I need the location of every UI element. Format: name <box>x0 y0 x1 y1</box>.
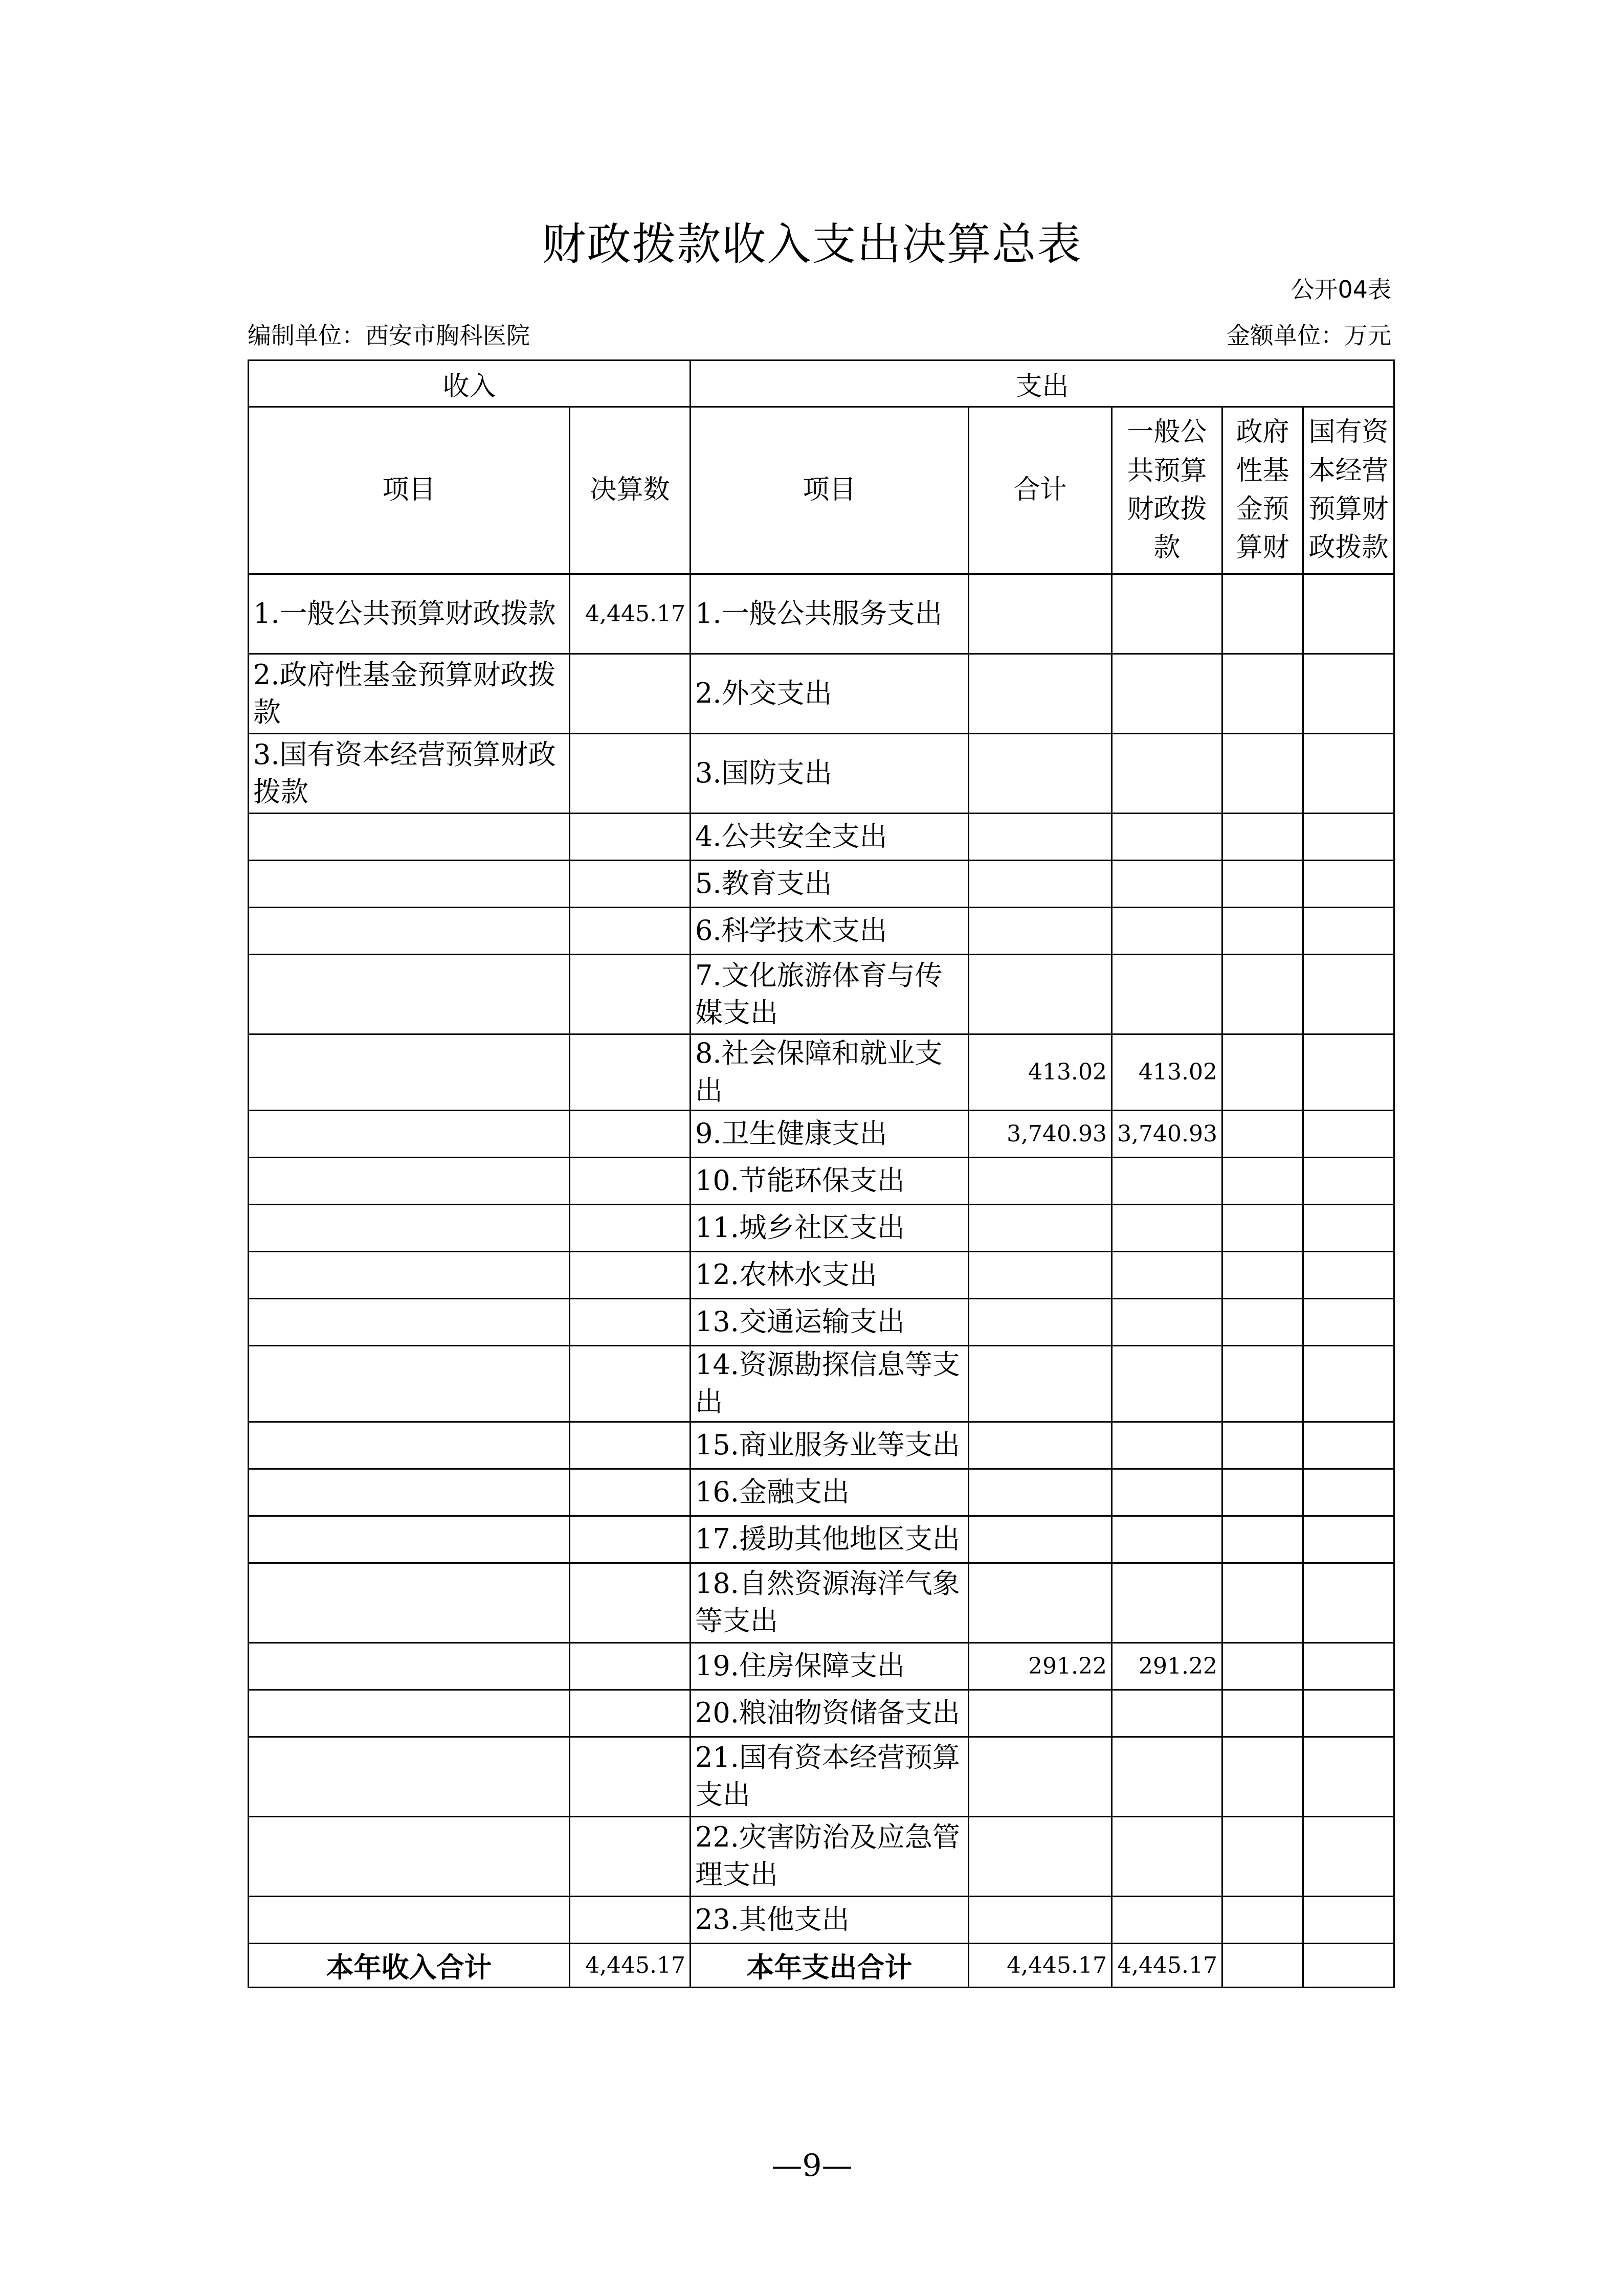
income-item <box>249 1034 570 1111</box>
state-capital-amount <box>1303 1563 1394 1642</box>
expense-item: 13.交通运输支出 <box>691 1298 969 1345</box>
gov-fund-amount <box>1222 1642 1303 1690</box>
expense-item: 11.城乡社区支出 <box>691 1204 969 1251</box>
expense-total <box>969 1816 1112 1896</box>
expense-total <box>969 734 1112 814</box>
gov-fund-amount <box>1222 1110 1303 1157</box>
expense-total-header: 合计 <box>969 407 1112 574</box>
gov-fund-amount <box>1222 1034 1303 1111</box>
gov-fund-amount <box>1222 1422 1303 1469</box>
state-capital-amount <box>1303 1345 1394 1422</box>
expense-total <box>969 861 1112 908</box>
state-capital-amount <box>1303 654 1394 734</box>
expense-item: 6.科学技术支出 <box>691 908 969 955</box>
general-budget-amount <box>1112 1896 1222 1943</box>
general-budget-amount <box>1112 734 1222 814</box>
general-budget-amount <box>1112 1251 1222 1298</box>
income-amount <box>570 1896 691 1943</box>
income-item <box>249 1157 570 1204</box>
state-capital-amount <box>1303 1034 1394 1111</box>
table-row <box>249 1422 1394 1469</box>
income-item: 2.政府性基金预算财政拨款 <box>249 654 570 734</box>
table-row <box>249 734 1394 814</box>
expense-total: 3,740.93 <box>969 1110 1112 1157</box>
organization-label: 编制单位：西安市胸科医院 <box>248 322 530 349</box>
income-total-amount: 4,445.17 <box>570 1943 691 1987</box>
general-budget-amount <box>1112 1563 1222 1642</box>
expense-item: 4.公共安全支出 <box>691 814 969 861</box>
income-amount <box>570 1563 691 1642</box>
general-budget-amount <box>1112 574 1222 654</box>
expense-total <box>969 1298 1112 1345</box>
expense-total <box>969 1896 1112 1943</box>
gov-fund-amount <box>1222 1251 1303 1298</box>
expense-item: 15.商业服务业等支出 <box>691 1422 969 1469</box>
general-budget-amount <box>1112 861 1222 908</box>
expense-item-header: 项目 <box>691 407 969 574</box>
gov-fund-total <box>1222 1943 1303 1987</box>
income-item <box>249 1298 570 1345</box>
income-amount <box>570 908 691 955</box>
totals-row <box>249 1943 1394 1987</box>
income-amount: 4,445.17 <box>570 574 691 654</box>
expense-total <box>969 955 1112 1034</box>
table-row <box>249 1345 1394 1422</box>
general-budget-amount <box>1112 908 1222 955</box>
expense-item: 19.住房保障支出 <box>691 1642 969 1690</box>
expense-item: 5.教育支出 <box>691 861 969 908</box>
table-row <box>249 1737 1394 1816</box>
expense-total-label: 本年支出合计 <box>691 1943 969 1987</box>
income-item <box>249 1896 570 1943</box>
general-budget-amount <box>1112 1345 1222 1422</box>
income-item <box>249 1251 570 1298</box>
general-budget-total: 4,445.17 <box>1112 1943 1222 1987</box>
income-amount <box>570 734 691 814</box>
expense-total <box>969 1204 1112 1251</box>
income-amount <box>570 1251 691 1298</box>
income-item: 1.一般公共预算财政拨款 <box>249 574 570 654</box>
expense-item: 14.资源勘探信息等支出 <box>691 1345 969 1422</box>
table-row <box>249 1816 1394 1896</box>
general-budget-amount: 291.22 <box>1112 1642 1222 1690</box>
expense-item: 2.外交支出 <box>691 654 969 734</box>
gov-fund-amount <box>1222 1298 1303 1345</box>
state-capital-amount <box>1303 1469 1394 1516</box>
state-capital-amount <box>1303 734 1394 814</box>
expense-total <box>969 1690 1112 1737</box>
gov-fund-amount <box>1222 814 1303 861</box>
general-budget-amount <box>1112 1816 1222 1896</box>
page-number: —9— <box>771 2148 853 2184</box>
income-item <box>249 1110 570 1157</box>
state-capital-amount <box>1303 1816 1394 1896</box>
header-row-columns <box>249 407 1394 574</box>
expense-total <box>969 1345 1112 1422</box>
state-capital-amount <box>1303 814 1394 861</box>
table-row <box>249 1110 1394 1157</box>
gov-fund-amount <box>1222 955 1303 1034</box>
expense-total <box>969 1516 1112 1563</box>
general-budget-header: 一般公共预算财政拨款 <box>1112 407 1222 574</box>
expense-item: 20.粮油物资储备支出 <box>691 1690 969 1737</box>
expense-total <box>969 574 1112 654</box>
expense-item: 16.金融支出 <box>691 1469 969 1516</box>
income-item <box>249 1422 570 1469</box>
income-item-header: 项目 <box>249 407 570 574</box>
expense-total <box>969 1422 1112 1469</box>
general-budget-amount <box>1112 1690 1222 1737</box>
budget-table <box>248 359 1395 1988</box>
table-row <box>249 574 1394 654</box>
state-capital-total <box>1303 1943 1394 1987</box>
income-item <box>249 1469 570 1516</box>
general-budget-amount <box>1112 1516 1222 1563</box>
gov-fund-amount <box>1222 1563 1303 1642</box>
expense-total <box>969 654 1112 734</box>
income-item <box>249 955 570 1034</box>
table-row <box>249 1469 1394 1516</box>
state-capital-amount <box>1303 1422 1394 1469</box>
expense-item: 8.社会保障和就业支出 <box>691 1034 969 1111</box>
gov-fund-amount <box>1222 1690 1303 1737</box>
income-amount <box>570 654 691 734</box>
expense-total <box>969 908 1112 955</box>
state-capital-amount <box>1303 1737 1394 1816</box>
general-budget-amount <box>1112 1737 1222 1816</box>
expense-item: 21.国有资本经营预算支出 <box>691 1737 969 1816</box>
gov-fund-amount <box>1222 1345 1303 1422</box>
income-amount <box>570 861 691 908</box>
income-item <box>249 814 570 861</box>
state-capital-header: 国有资本经营预算财政拨款 <box>1303 407 1394 574</box>
state-capital-amount <box>1303 1642 1394 1690</box>
state-capital-amount <box>1303 1690 1394 1737</box>
expense-item: 23.其他支出 <box>691 1896 969 1943</box>
gov-fund-amount <box>1222 1469 1303 1516</box>
state-capital-amount <box>1303 1298 1394 1345</box>
income-item <box>249 861 570 908</box>
table-row <box>249 1690 1394 1737</box>
table-row <box>249 955 1394 1034</box>
page-title: 财政拨款收入支出决算总表 <box>542 219 1082 270</box>
expense-total <box>969 1563 1112 1642</box>
state-capital-amount <box>1303 1251 1394 1298</box>
income-amount <box>570 1690 691 1737</box>
expense-item: 3.国防支出 <box>691 734 969 814</box>
gov-fund-amount <box>1222 734 1303 814</box>
state-capital-amount <box>1303 908 1394 955</box>
general-budget-amount <box>1112 1204 1222 1251</box>
income-item <box>249 1816 570 1896</box>
income-item <box>249 1642 570 1690</box>
income-amount <box>570 1642 691 1690</box>
gov-fund-amount <box>1222 908 1303 955</box>
income-item <box>249 908 570 955</box>
form-number: 公开04表 <box>1291 276 1391 303</box>
expense-total <box>969 814 1112 861</box>
income-item <box>249 1516 570 1563</box>
table-row <box>249 908 1394 955</box>
income-amount <box>570 1816 691 1896</box>
income-amount <box>570 1422 691 1469</box>
expense-total <box>969 1157 1112 1204</box>
gov-fund-amount <box>1222 1157 1303 1204</box>
table-row <box>249 1516 1394 1563</box>
income-amount <box>570 1516 691 1563</box>
table-row <box>249 1642 1394 1690</box>
general-budget-amount <box>1112 955 1222 1034</box>
general-budget-amount <box>1112 1157 1222 1204</box>
expense-item: 22.灾害防治及应急管理支出 <box>691 1816 969 1896</box>
expense-total <box>969 1737 1112 1816</box>
state-capital-amount <box>1303 1110 1394 1157</box>
state-capital-amount <box>1303 1204 1394 1251</box>
state-capital-amount <box>1303 955 1394 1034</box>
income-amount <box>570 1034 691 1111</box>
gov-fund-amount <box>1222 861 1303 908</box>
table-row <box>249 654 1394 734</box>
general-budget-amount <box>1112 1422 1222 1469</box>
income-amount-header: 决算数 <box>570 407 691 574</box>
expense-item: 18.自然资源海洋气象等支出 <box>691 1563 969 1642</box>
state-capital-amount <box>1303 574 1394 654</box>
gov-fund-amount <box>1222 1204 1303 1251</box>
income-amount <box>570 1345 691 1422</box>
expense-item: 10.节能环保支出 <box>691 1157 969 1204</box>
income-amount <box>570 1110 691 1157</box>
table-row <box>249 1034 1394 1111</box>
income-total-label: 本年收入合计 <box>249 1943 570 1987</box>
gov-fund-amount <box>1222 654 1303 734</box>
income-amount <box>570 955 691 1034</box>
gov-fund-header: 政府性基金预算财 <box>1222 407 1303 574</box>
income-amount <box>570 1469 691 1516</box>
expense-item: 17.援助其他地区支出 <box>691 1516 969 1563</box>
gov-fund-amount <box>1222 1816 1303 1896</box>
table-row <box>249 861 1394 908</box>
expense-total: 291.22 <box>969 1642 1112 1690</box>
expense-item: 9.卫生健康支出 <box>691 1110 969 1157</box>
general-budget-amount: 413.02 <box>1112 1034 1222 1111</box>
income-amount <box>570 814 691 861</box>
table-row <box>249 814 1394 861</box>
state-capital-amount <box>1303 1157 1394 1204</box>
income-amount <box>570 1157 691 1204</box>
state-capital-amount <box>1303 1896 1394 1943</box>
unit-row <box>248 317 1391 353</box>
expense-item: 12.农林水支出 <box>691 1251 969 1298</box>
gov-fund-amount <box>1222 1896 1303 1943</box>
income-item <box>249 1563 570 1642</box>
gov-fund-amount <box>1222 1737 1303 1816</box>
income-item <box>249 1737 570 1816</box>
table-row <box>249 1563 1394 1642</box>
state-capital-amount <box>1303 1516 1394 1563</box>
amount-unit-label: 金额单位：万元 <box>1227 322 1391 349</box>
income-item <box>249 1204 570 1251</box>
income-item: 3.国有资本经营预算财政拨款 <box>249 734 570 814</box>
income-header: 收入 <box>249 361 691 407</box>
gov-fund-amount <box>1222 1516 1303 1563</box>
income-item <box>249 1690 570 1737</box>
general-budget-amount <box>1112 1469 1222 1516</box>
table-row <box>249 1896 1394 1943</box>
income-amount <box>570 1737 691 1816</box>
table-row <box>249 1298 1394 1345</box>
general-budget-amount <box>1112 814 1222 861</box>
table-row <box>249 1157 1394 1204</box>
table-body <box>249 574 1394 1944</box>
income-amount <box>570 1204 691 1251</box>
expense-item: 7.文化旅游体育与传媒支出 <box>691 955 969 1034</box>
gov-fund-amount <box>1222 574 1303 654</box>
expense-item: 1.一般公共服务支出 <box>691 574 969 654</box>
expense-header: 支出 <box>691 361 1394 407</box>
income-item <box>249 1345 570 1422</box>
state-capital-amount <box>1303 861 1394 908</box>
income-amount <box>570 1298 691 1345</box>
expense-total <box>969 1251 1112 1298</box>
general-budget-amount <box>1112 654 1222 734</box>
table-row <box>249 1204 1394 1251</box>
expense-total: 413.02 <box>969 1034 1112 1111</box>
expense-total-amount: 4,445.17 <box>969 1943 1112 1987</box>
expense-total <box>969 1469 1112 1516</box>
general-budget-amount: 3,740.93 <box>1112 1110 1222 1157</box>
table-row <box>249 1251 1394 1298</box>
general-budget-amount <box>1112 1298 1222 1345</box>
header-row-top <box>249 361 1394 407</box>
